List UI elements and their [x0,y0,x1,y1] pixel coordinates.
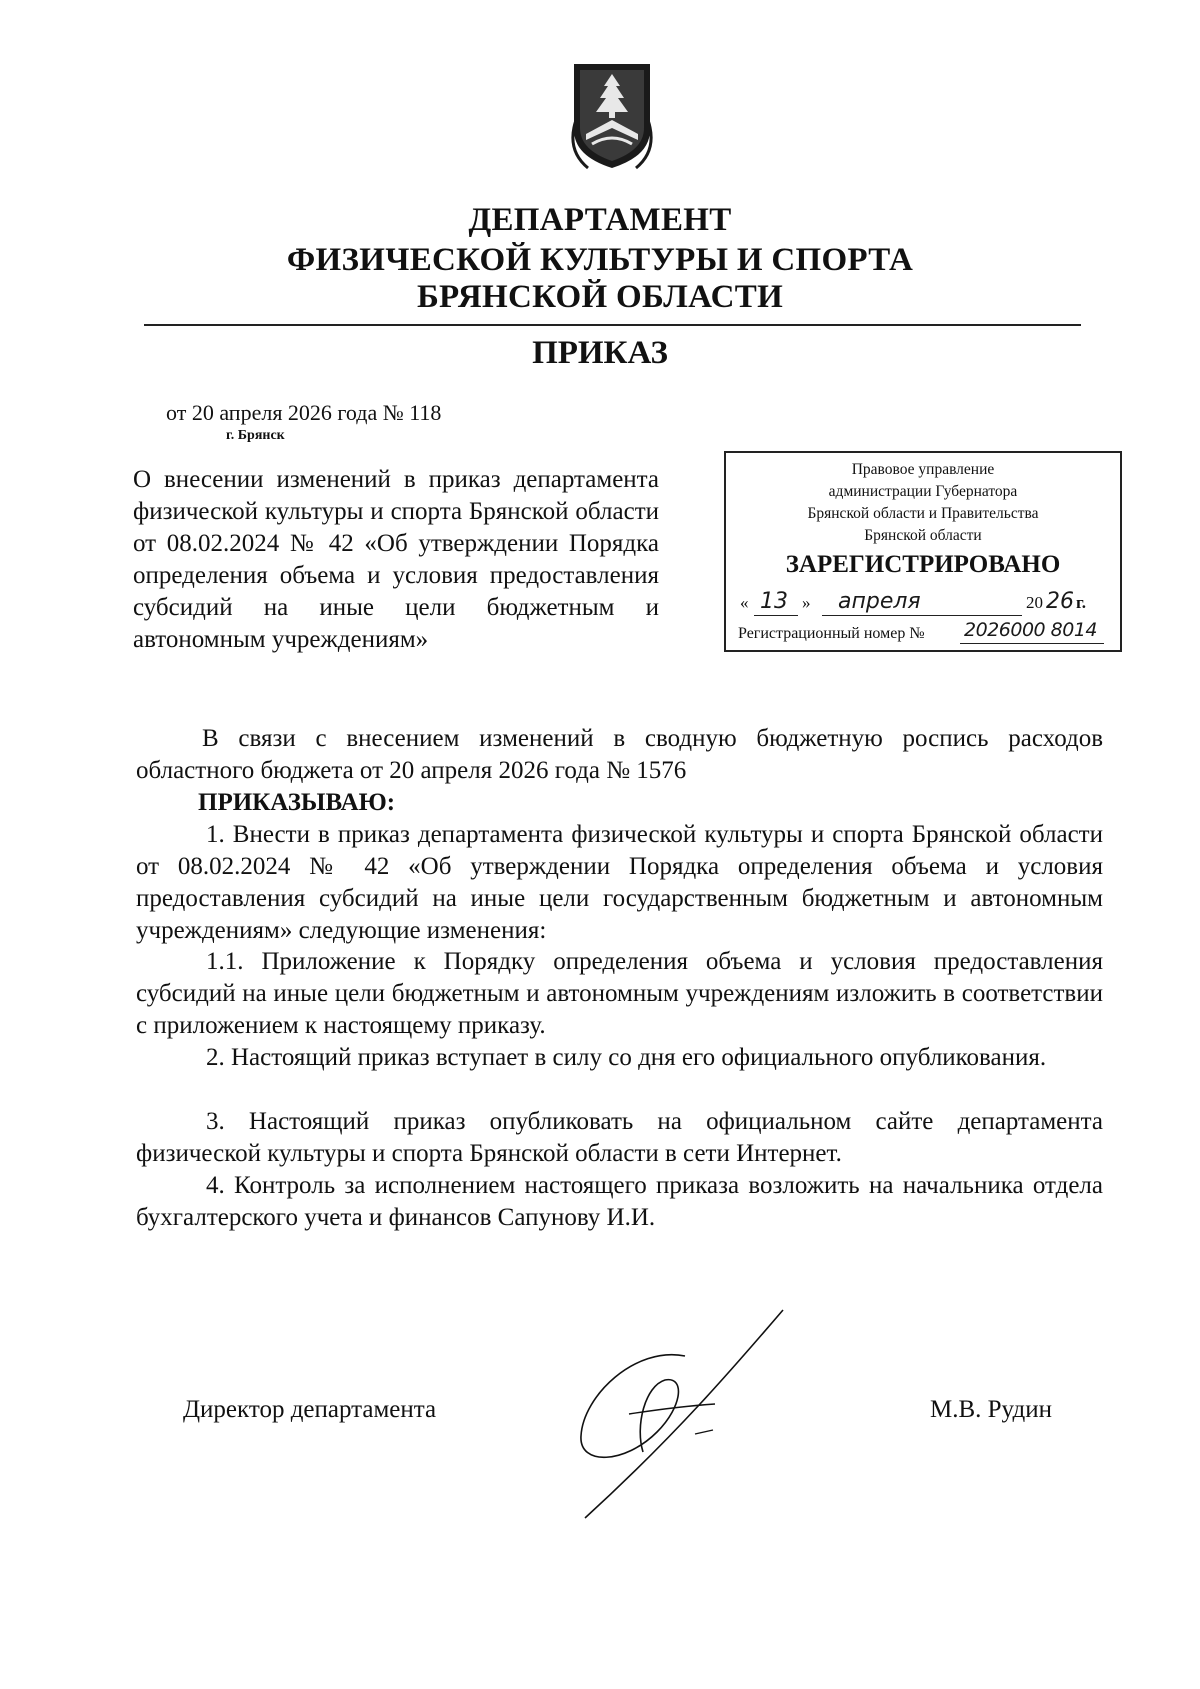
registration-stamp [724,451,1122,652]
stamp-registration-number-row [734,619,1112,647]
order-keyword: ПРИКАЗЫВАЮ: [198,789,396,816]
order-subject: О внесении изменений в приказ департамента физической культуры и спорта Брянской области от 08.02.2024 № 42 «Об утверждении Порядка определения объема и условия предоставления субсидий на иные цели бюджетным и автономным учреждениям» [133,466,659,653]
department-title-line-1: ДЕПАРТАМЕНТ [468,202,732,238]
order-date-number: от 20 апреля 2026 года № 118 [166,400,442,425]
stamp-month: апреля [838,589,921,614]
document-type-title: ПРИКАЗ [532,335,668,371]
order-item-1-1: 1.1. Приложение к Порядку определения объема и условия предоставления субсидий на иные цели бюджетным и автономным учреждениям изложить в соответствии с приложением к настоящему приказу. [136,948,1103,1039]
stamp-quote-close: » [802,593,811,612]
stamp-header-line-2: администрации Губернатора [828,483,1018,500]
order-item-4: 4. Контроль за исполнением настоящего приказа возложить на начальника отдела бухгалтерского учета и финансов Сапунову И.И. [136,1172,1103,1231]
stamp-registered-label: ЗАРЕГИСТРИРОВАНО [785,551,1061,578]
stamp-year-unit: г. [1076,593,1087,612]
intro-paragraph: В связи с внесением изменений в сводную бюджетную роспись расходов областного бюджета от 20 апреля 2026 года № 1576 [136,725,1103,784]
coat-of-arms-icon [568,60,656,172]
signatory-name: М.В. Рудин [930,1396,1052,1423]
signatory-title: Директор департамента [183,1396,437,1423]
department-title-line-3: БРЯНСКОЙ ОБЛАСТИ [416,279,784,315]
department-title-line-2: ФИЗИЧЕСКОЙ КУЛЬТУРЫ И СПОРТА [286,242,914,278]
order-item-3: 3. Настоящий приказ опубликовать на официальном сайте департамента физической культуры и спорта Брянской области в сети Интернет. [136,1108,1103,1167]
stamp-date-row [738,589,1108,617]
stamp-day-underline [754,615,798,616]
stamp-header-line-3: Брянской области и Правительства [807,505,1039,522]
order-item-2: 2. Настоящий приказ вступает в силу со дня его официального опубликования. [206,1044,1047,1071]
stamp-year-prefix: 20 [1026,593,1043,612]
stamp-year-suffix: 26 [1046,589,1074,614]
header-divider [144,324,1081,326]
stamp-quote-open: « [740,593,749,612]
stamp-number-underline [960,643,1104,644]
stamp-header-line-4: Брянской области [864,527,982,544]
stamp-header-line-1: Правовое управление [851,461,995,478]
stamp-reg-label: Регистрационный номер № [738,625,925,642]
handwritten-signature-icon [565,1306,795,1522]
stamp-month-underline [822,615,1022,616]
stamp-reg-number: 2026000 8014 [964,619,1098,641]
order-city: г. Брянск [226,428,285,443]
order-item-1: 1. Внести в приказ департамента физической культуры и спорта Брянской области от 08.02.2024 № 42 «Об утверждении Порядка определения объема и условия предоставления субсидий на иные цели государственным бюджетным и автономным учреждениям» следующие изменения: [136,821,1103,944]
stamp-day: 13 [760,589,788,614]
